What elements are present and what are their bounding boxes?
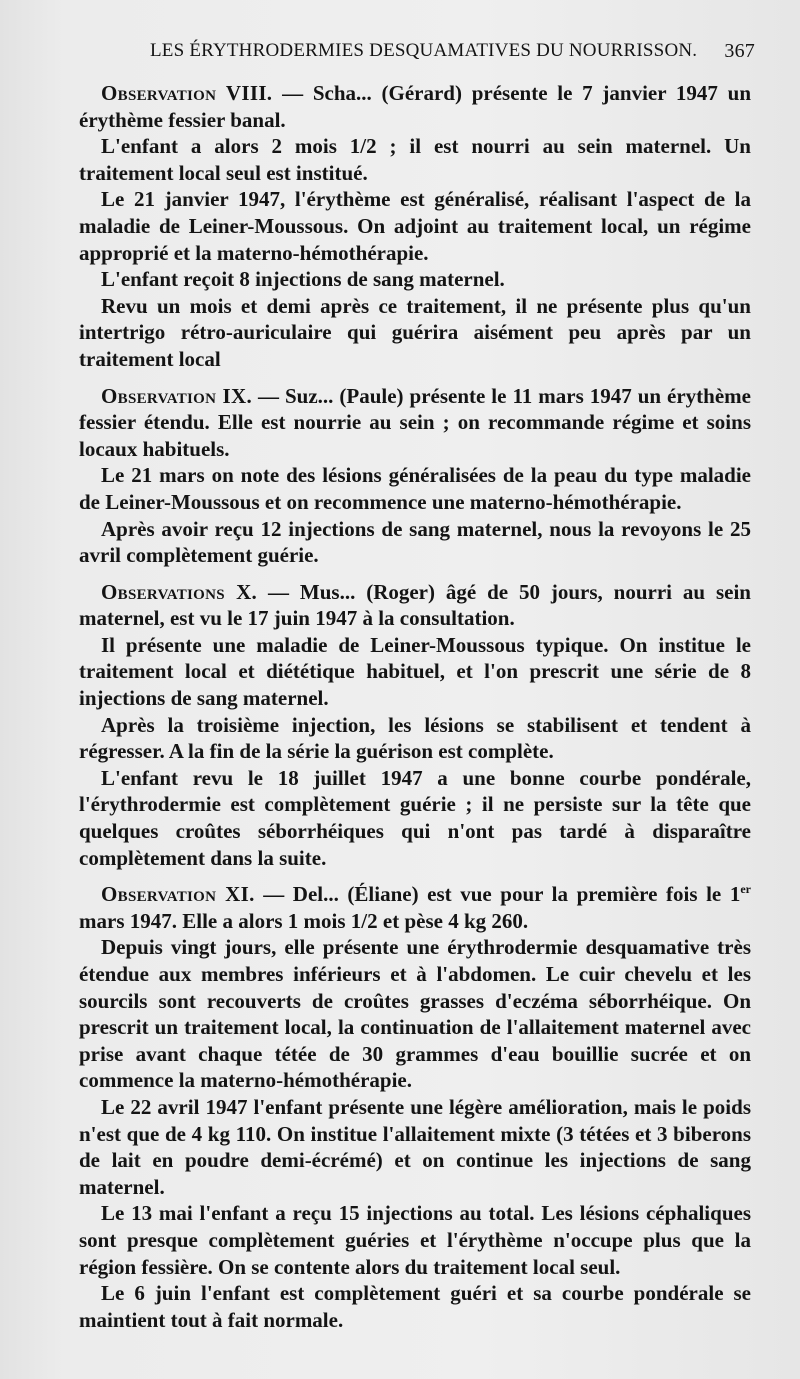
paragraph: Revu un mois et demi après ce traitement, il ne présente plus qu'un intertrigo rétro-auriculaire qui guérira aisément peu après par un traitement local [79, 293, 751, 371]
paragraph: L'enfant reçoit 8 injections de sang maternel. [101, 267, 505, 292]
observation-10-lead [79, 579, 751, 632]
running-header [150, 40, 755, 68]
observation-11-lead [79, 881, 751, 934]
observation-8-lead-text: — Scha... (Gérard) présente le 7 janvier 1947 un érythème fessier banal. [79, 81, 752, 132]
paragraph: Le 6 juin l'enfant est complètement guéri et sa courbe pondérale se maintient tout à fait normale. [79, 1281, 751, 1332]
paragraph: Le 22 avril 1947 l'enfant présente une légère amélioration, mais le poids n'est que de 4 kg 110. On institue l'allaitement mixte (3 tétées et 3 biberons de lait en poudre demi-écrémé) et on continue les injections de sang maternel. [79, 1094, 751, 1199]
observation-9 [79, 383, 751, 569]
paragraph: Après avoir reçu 12 injections de sang maternel, nous la revoyons le 25 avril complètement guérie. [79, 516, 751, 568]
observation-10-label: Observations X. [101, 579, 258, 604]
observation-8-lead [79, 80, 751, 133]
observation-11-lead-text: — Del... (Éliane) est vue pour la première fois le 1 [254, 882, 741, 907]
running-title: LES ÉRYTHRODERMIES DESQUAMATIVES DU NOURRISSON. [150, 40, 698, 61]
paragraph: L'enfant a alors 2 mois 1/2 ; il est nourri au sein maternel. Un traitement local seul est institué. [79, 134, 751, 185]
paragraph: Depuis vingt jours, elle présente une érythrodermie desquamative très étendue aux membres inférieurs et à l'abdomen. Le cuir chevelu et les sourcils sont recouverts de croûtes grasses d'eczéma séborrhéique. On prescrit un traitement local, la continuation de l'allaitement maternel avec prise avant chaque tétée de 30 grammes d'eau bouillie sucrée et on commence la materno-hémothérapie. [79, 935, 751, 1093]
body-text [79, 80, 751, 1333]
observation-10 [79, 579, 751, 872]
paragraph: Le 21 mars on note des lésions généralisées de la peau du type maladie de Leiner-Moussous et on recommence une materno-hémothérapie. [79, 463, 751, 514]
paragraph: Le 13 mai l'enfant a reçu 15 injections au total. Les lésions céphaliques sont presque complètement guéries et l'érythème n'occupe plus que la région fessière. On se contente alors du traitement local seul. [79, 1201, 751, 1279]
paragraph: Le 21 janvier 1947, l'érythème est généralisé, réalisant l'aspect de la maladie de Leiner-Moussous. On adjoint au traitement local, un régime approprié et la materno-hémothérapie. [79, 187, 751, 265]
paragraph: Il présente une maladie de Leiner-Moussous typique. On institue le traitement local et diététique habituel, et l'on prescrit une série de 8 injections de sang maternel. [79, 632, 751, 711]
paragraph: L'enfant revu le 18 juillet 1947 a une bonne courbe pondérale, l'érythrodermie est complètement guérie ; il ne persiste sur la tête que quelques croûtes séborrhéiques qui n'ont pas tardé à disparaître complètement dans la suite. [79, 765, 751, 870]
observation-11-lead-text-cont: mars 1947. Elle a alors 1 mois 1/2 et pèse 4 kg 260. [79, 908, 529, 933]
observation-9-lead [79, 383, 751, 463]
observation-8 [79, 80, 751, 373]
observation-9-lead-text: — Suz... (Paule) présente le 11 mars 1947 un érythème fessier étendu. Elle est nourrie au sein ; on recommande régime et soins locaux habituels. [79, 383, 751, 461]
page-number: 367 [724, 40, 755, 62]
observation-9-label: Observation IX. [101, 383, 253, 408]
ordinal-superscript: er [740, 882, 751, 897]
observation-8-label: Observation VIII. [101, 81, 273, 105]
observation-11-label: Observation XI. [101, 882, 255, 907]
observation-11 [79, 881, 751, 1333]
observation-10-lead-text: — Mus... (Roger) âgé de 50 jours, nourri au sein maternel, est vu le 17 juin 1947 à la consultation. [79, 579, 751, 631]
paragraph: Après la troisième injection, les lésions se stabilisent et tendent à régresser. A la fin de la série la guérison est complète. [79, 712, 751, 764]
